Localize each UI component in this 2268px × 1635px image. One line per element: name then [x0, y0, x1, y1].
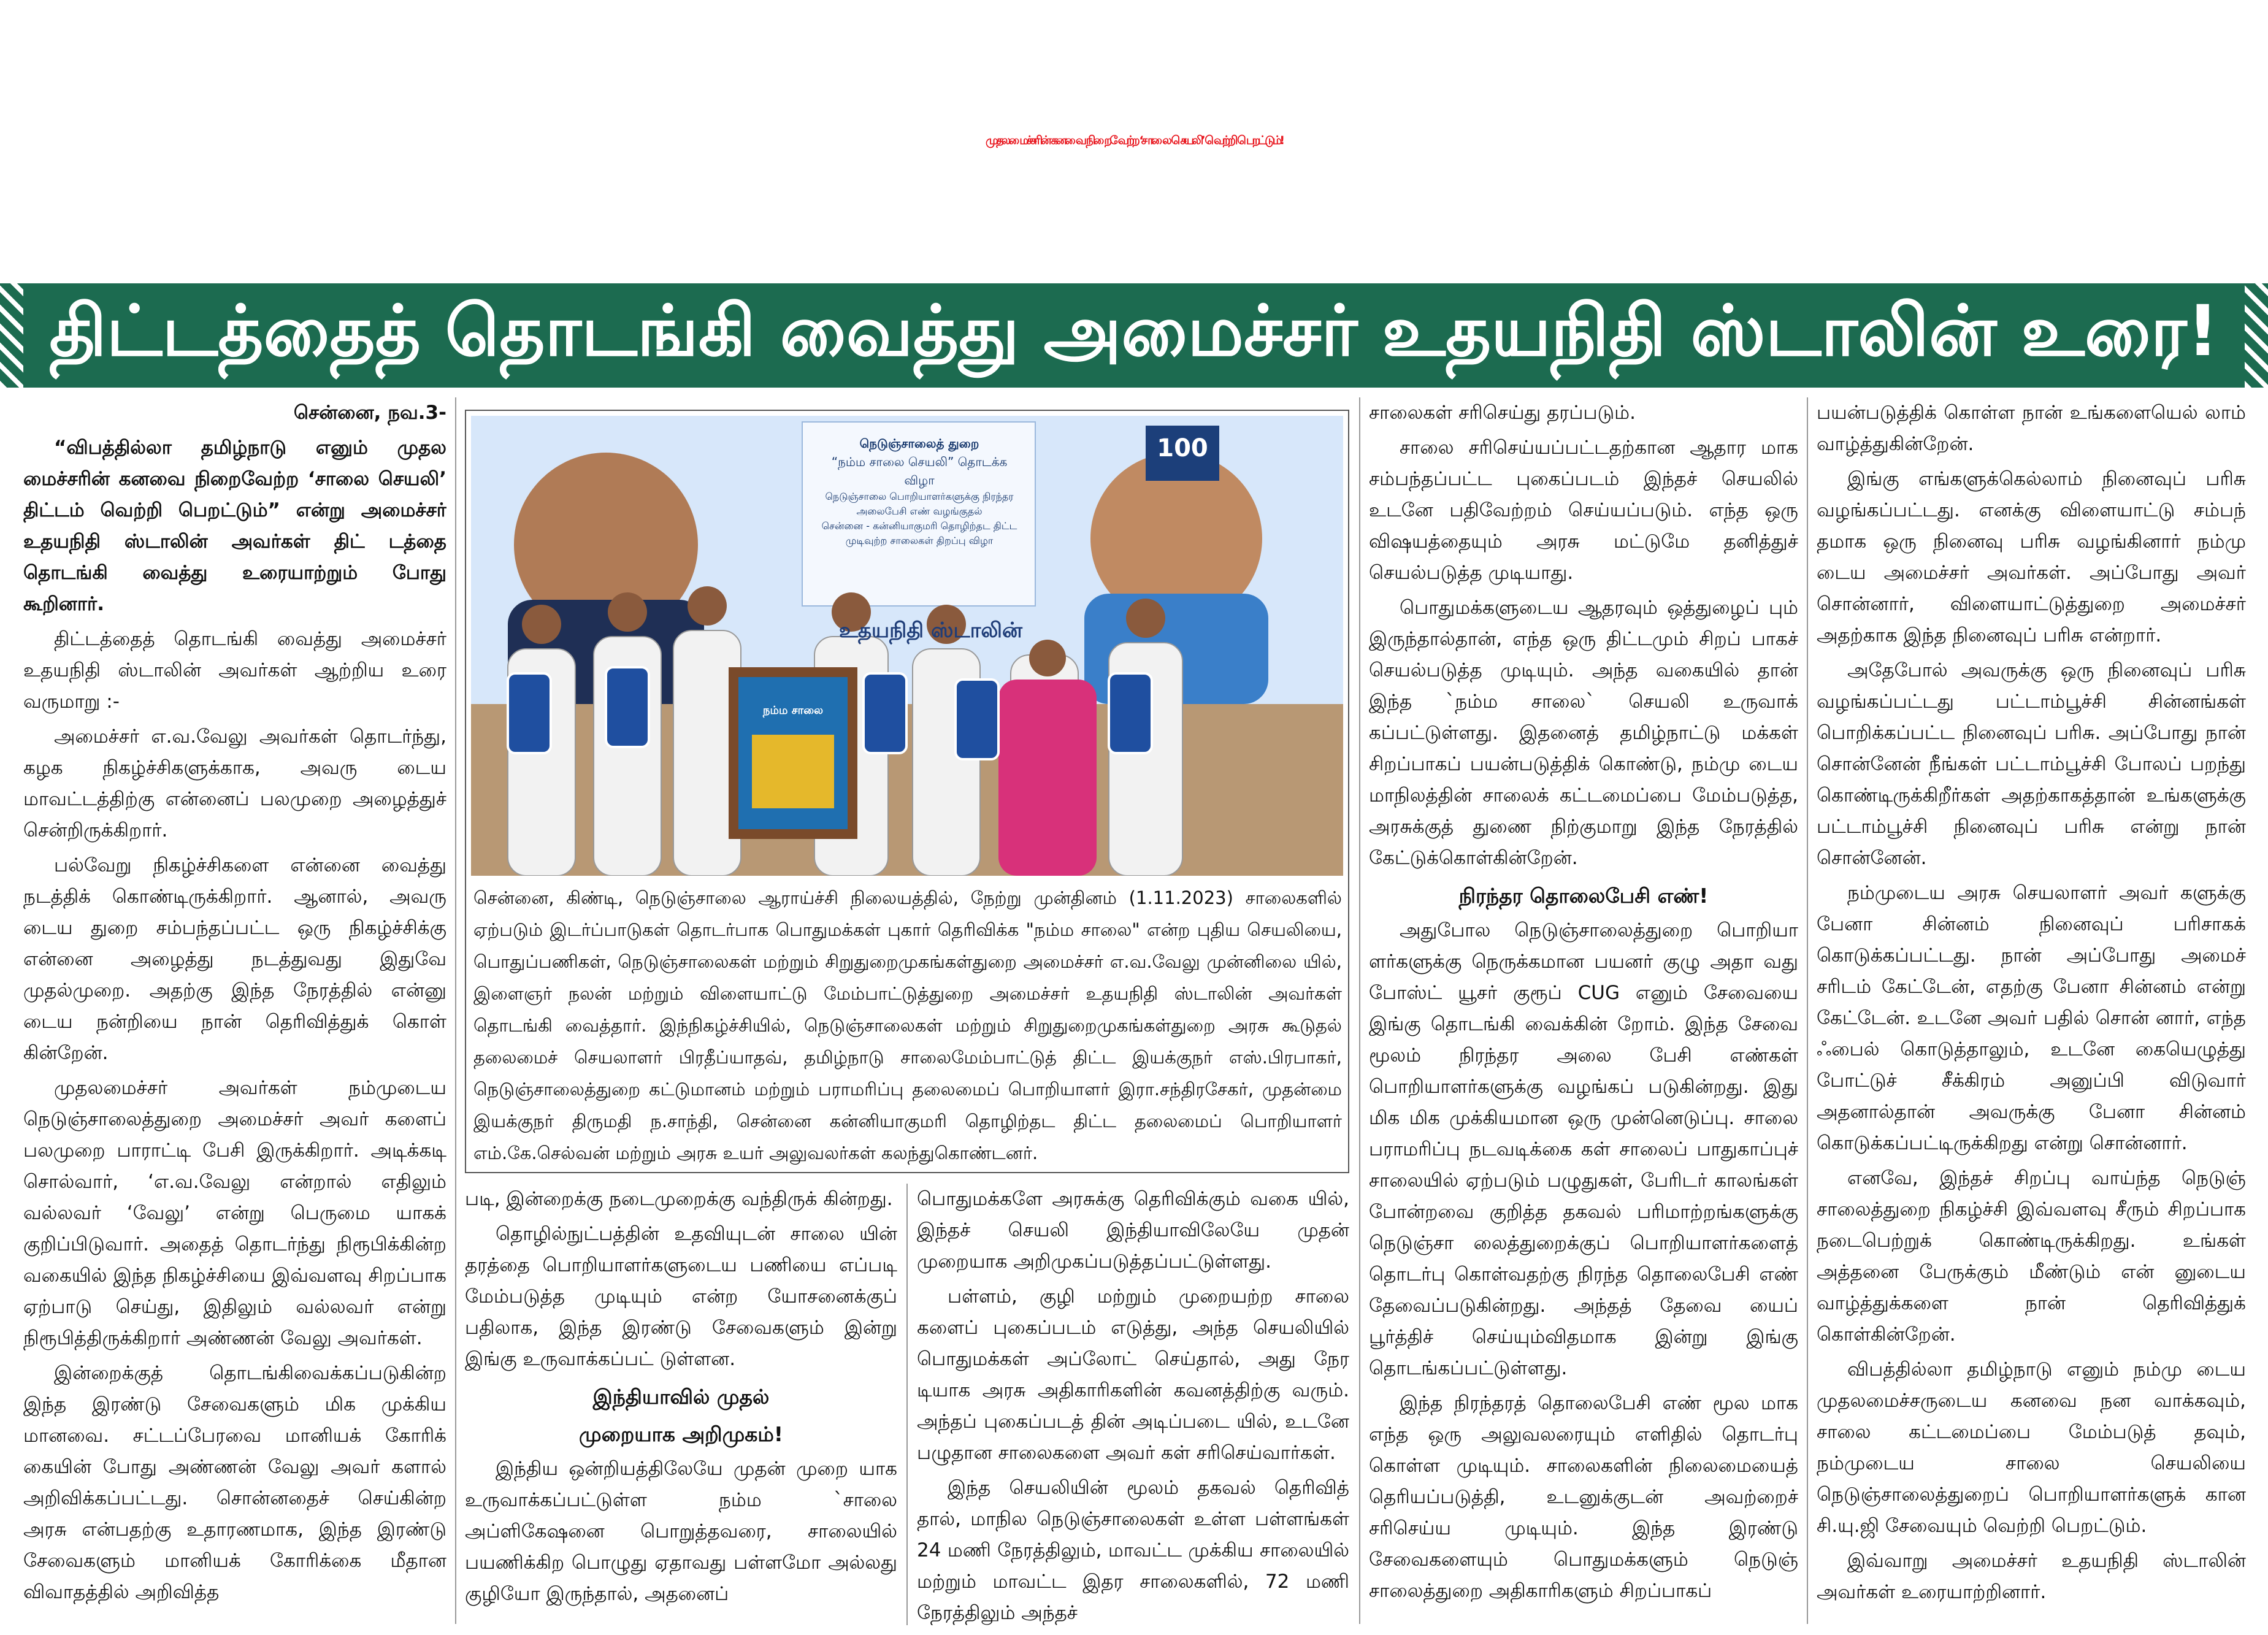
paragraph: இந்த நிரந்தரத் தொலைபேசி எண் மூல மாக எந்த ஒரு அலுவலரையும் எளிதில் தொடர்பு கொள்ள முடியும். சாலைகளின் நிலைமையைத் தெரியப்படுத்தி, உடனுக்குடன் அவற்றைச் சரிசெய்ய முடியும். இந்த இரண்டு சேவைகளையும் பொதுமக்களும் நெடுஞ் சாலைத்துறை அதிகாரிகளும் சிறப்பாகப் — [1369, 1392, 1798, 1602]
column-divider — [1359, 397, 1360, 1624]
paragraph: விபத்தில்லா தமிழ்நாடு எனும் நம்மு டைய முதலமைச்சருடைய கனவை நன வாக்கவும், சாலை கட்டமைப்பை மேம்படுத் தவும், நம்முடைய சாலை செயலியை நெடுஞ்சாலைத்துறைப் பொறியாளர்களுக் கான சி.யு.ஜி சேவையும் வெற்றி பெறட்டும். — [1817, 1358, 2246, 1537]
column-divider — [906, 1184, 908, 1625]
lead-paragraph: “விபத்தில்லா தமிழ்நாடு எனும் முதல மைச்சரின் கனவை நிறைவேற்ற ‘சாலை செயலி’ திட்டம் வெற்றி பெறட்டும்” என்று அமைச்சர் உதயநிதி ஸ்டாலின் அவர்கள் திட் டத்தை தொடங்கி வைத்து உரையாற்றும் போது கூறினார். — [23, 437, 446, 615]
paragraph: இவ்வாறு அமைச்சர் உதயநிதி ஸ்டாலின் அவர்கள் உரையாற்றினார். — [1817, 1550, 2246, 1603]
section-heading: முறையாக அறிமுகம்! — [579, 1422, 783, 1446]
paragraph: சாலை சரிசெய்யப்பட்டதற்கான ஆதார மாக சம்பந்தப்பட்ட புகைப்படம் இந்தச் செயலில் உடனே பதிவேற்றம் செய்யப்படும். எந்த ஒரு விஷயத்தையும் அரசு மட்டுமே தனித்துச் செயல்படுத்த முடியாது. — [1369, 437, 1798, 584]
paragraph: அதுபோல நெடுஞ்சாலைத்துறை பொறியா ளர்களுக்கு நெருக்கமான பயனர் குழு அதா வது போஸ்ட் யூசர் குரூப் CUG எனும் சேவையை இங்கு தொடங்கி வைக்கின் றோம். இந்த சேவை மூலம் நிரந்தர அலை பேசி எண்கள் பொறியாளர்களுக்கு வழங்கப் படுகின்றது. இது மிக மிக முக்கியமான ஒரு முன்னெடுப்பு. சாலை பராமரிப்பு நடவடிக்கை கள் சாலைப் பாதுகாப்புச் சாலையில் ஏற்படும் பழுதுகள், பேரிடர் காலங்கள் போன்றவை குறித்த தகவல் பரிமாற்றங்களுக்கு நெடுஞ்சா லைத்துறைக்குப் பொறியாளர்களைத் தொடர்பு கொள்வதற்கு நிரந்த தொலைபேசி எண் தேவைப்படுகின்றது. அந்தத் தேவை யைப் பூர்த்திச் செய்யும்விதமாக இன்று இங்கு தொடங்கப்பட்டுள்ளது. — [1369, 919, 1798, 1379]
column-divider — [1807, 397, 1808, 1624]
paragraph: பொதுமக்களே அரசுக்கு தெரிவிக்கும் வகை யில், இந்தச் செயலி இந்தியாவிலேயே முதன் முறையாக அறிமுகப்படுத்தப்பட்டுள்ளது. — [917, 1188, 1349, 1273]
headline: முதலமைச்சரின் கனவை நிறைவேற்ற ‘சாலை செயலி’ வெற்றி பெறட்டும்! — [986, 133, 1282, 147]
photo-block — [465, 410, 1349, 1173]
column-1 — [23, 397, 446, 1624]
paragraph: பள்ளம், குழி மற்றும் முறையற்ற சாலை களைப் புகைப்படம் எடுத்து, அந்த செயலியில் பொதுமக்கள் அப்லோட் செய்தால், அது நேர டியாக அரசு அதிகாரிகளின் கவனத்திற்கு வரும். அந்தப் புகைப்படத் தின் அடிப்படை யில், உடனே பழுதான சாலைகளை அவர் கள் சரிசெய்வார்கள். — [917, 1285, 1349, 1464]
paragraph: பயன்படுத்திக் கொள்ள நான் உங்களையெல் லாம் வாழ்த்துகின்றேன். — [1817, 402, 2246, 455]
column-2 — [465, 1184, 897, 1625]
paragraph: திட்டத்தைத் தொடங்கி வைத்து அமைச்சர் உதயநிதி ஸ்டாலின் அவர்கள் ஆற்றிய உரை வருமாறு :- — [23, 628, 446, 713]
column-4 — [1369, 397, 1798, 1624]
column-5 — [1817, 397, 2246, 1624]
paragraph: நம்முடைய அரசு செயலாளர் அவர் களுக்கு பேனா சின்னம் நினைவுப் பரிசாகக் கொடுக்கப்பட்டது. நான் அப்போது அமைச் சரிடம் கேட்டேன், எதற்கு பேனா சின்னம் என்று கேட்டேன். உடனே அவர் பதில் சொன் னார், எந்த ஃபைல் கொடுத்தாலும், உடனே கையெழுத்து போட்டுச் சீக்கிரம் அனுப்பி விடுவார் அதனால்தான் அவருக்கு பேனா சின்னம் கொடுக்கப்பட்டிருக்கிறது என்று சொன்னார். — [1817, 882, 2246, 1154]
paragraph: பொதுமக்களுடைய ஆதரவும் ஒத்துழைப் பும் இருந்தால்தான், எந்த ஒரு திட்டமும் சிறப் பாகச் செயல்படுத்த முடியும். அந்த வகையில் தான் இந்த `நம்ம சாலை` செயலி உருவாக் கப்பட்டுள்ளது. இதனைத் தமிழ்நாட்டு மக்கள் சிறப்பாகப் பயன்படுத்திக் கொண்டு, நம்மு டைய மாநிலத்தின் சாலைக் கட்டமைப்பை மேம்படுத்த, அரசுக்குத் துணை நிற்குமாறு இந்த நேரத்தில் கேட்டுக்கொள்கின்றேன். — [1369, 597, 1798, 869]
paragraph: தொழில்நுட்பத்தின் உதவியுடன் சாலை யின் தரத்தை பொறியாளர்களுடைய பணியை எப்படி மேம்படுத்த முடியும் என்ற யோசனைக்குப் பதிலாக, இந்த இரண்டு சேவைகளும் இன்று இங்கு உருவாக்கப்பட் டுள்ளன. — [465, 1223, 897, 1370]
paragraph: சாலைகள் சரிசெய்து தரப்படும். — [1369, 402, 1636, 424]
paragraph: முதலமைச்சர் அவர்கள் நம்முடைய நெடுஞ்சாலைத்துறை அமைச்சர் அவர் களைப் பலமுறை பாராட்டி பேசி இருக்கிறார். அடிக்கடி சொல்வார், ‘எ.வ.வேலு என்றால் எதிலும் வல்லவர் ‘வேலு’ என்று பெருமை யாகக் குறிப்பிடுவார். அதைத் தொடர்ந்து நிரூபிக்கின்ற வகையில் இந்த நிகழ்ச்சியை இவ்வளவு சிறப்பாக ஏற்பாடு செய்து, இதிலும் வல்லவர் என்று நிரூபித்திருக்கிறார் அண்ணன் வேலு அவர்கள். — [23, 1077, 446, 1349]
poster-title: நம்ம சாலை — [762, 704, 824, 717]
subheadline-band — [0, 283, 2268, 388]
subheadline: திட்டத்தைத் தொடங்கி வைத்து அமைச்சர் உதயநிதி ஸ்டாலின் உரை! — [49, 289, 2219, 372]
banner-name: உதயநிதி ஸ்டாலின் — [839, 618, 1022, 643]
section-heading: இந்தியாவில் முதல் — [592, 1385, 770, 1409]
paragraph: படி, இன்றைக்கு நடைமுறைக்கு வந்திருக் கின்றது. — [465, 1188, 893, 1210]
banner-line2: நெடுஞ்சாலை பொறியாளர்களுக்கு நிரந்தர அலைபேசி எண் வழங்குதல் — [825, 491, 1014, 517]
column-3 — [917, 1184, 1349, 1625]
banner-line3: சென்னை - கன்னியாகுமரி தொழிற்தட திட்ட முடிவுற்ற சாலைகள் திறப்பு விழா — [821, 520, 1017, 546]
column-divider — [455, 397, 456, 1624]
event-photo — [471, 416, 1343, 876]
dateline: சென்னை, நவ.3- — [293, 402, 446, 424]
paragraph: இந்த செயலியின் மூலம் தகவல் தெரிவித் தால், மாநில நெடுஞ்சாலைகள் உள்ள பள்ளங்கள் 24 மணி நேரத்திலும், மாவட்ட முக்கிய சாலையில் மற்றும் மாவட்ட இதர சாலைகளில், 72 மணி நேரத்திலும் அந்தச் — [917, 1477, 1349, 1624]
paragraph: அதேபோல் அவருக்கு ஒரு நினைவுப் பரிசு வழங்கப்பட்டது பட்டாம்பூச்சி சின்னங்கள் பொறிக்கப்பட்ட நினைவுப் பரிசு. அப்போது நான் சொன்னேன் நீங்கள் பட்டாம்பூச்சி போலப் பறந்து கொண்டிருக்கிறீர்கள் அதற்காகத்தான் உங்களுக்கு பட்டாம்பூச்சி நினைவுப் பரிசு என்று நான் சொன்னேன். — [1817, 659, 2246, 869]
banner-event: “நம்ம சாலை செயலி” தொடக்க விழா — [831, 454, 1008, 488]
badge-100: 100 — [1157, 434, 1208, 462]
paragraph: இங்கு எங்களுக்கெல்லாம் நினைவுப் பரிசு வழங்கப்பட்டது. எனக்கு விளையாட்டு சம்பந் தமாக ஒரு நினைவு பரிசு வழங்கினார் நம்மு டைய அமைச்சர் அவர்கள். அப்போது அவர் சொன்னார், விளையாட்டுத்துறை அமைச்சர் அதற்காக இந்த நினைவுப் பரிசு என்றார். — [1817, 468, 2246, 646]
banner-dept: நெடுஞ்சாலைத் துறை — [859, 436, 979, 451]
paragraph: பல்வேறு நிகழ்ச்சிகளை என்னை வைத்து நடத்திக் கொண்டிருக்கிறார். ஆனால், அவரு டைய துறை சம்பந்தப்பட்ட ஒரு நிகழ்ச்சிக்கு என்னை அழைத்து நடத்துவது இதுவே முதல்முறை. அதற்கு இந்த நேரத்தில் என்னு டைய நன்றியை நான் தெரிவித்துக் கொள் கின்றேன். — [23, 854, 446, 1064]
photo-caption: சென்னை, கிண்டி, நெடுஞ்சாலை ஆராய்ச்சி நிலையத்தில், நேற்று முன்தினம் (1.11.2023) சாலைகளில் ஏற்படும் இடர்ப்பாடுகள் தொடர்பாக பொதுமக்கள் புகார் தெரிவிக்க "நம்ம சாலை" என்ற புதிய செயலியை, பொதுப்பணிகள், நெடுஞ்சாலைகள் மற்றும் சிறுதுறைமுகங்கள்துறை அமைச்சர் எ.வ.வேலு முன்னிலை யில், இளைஞர் நலன் மற்றும் விளையாட்டு மேம்பாட்டுத்துறை அமைச்சர் உதயநிதி ஸ்டாலின் அவர்கள் தொடங்கி வைத்தார். இந்நிகழ்ச்சியில், நெடுஞ்சாலைகள் மற்றும் சிறுதுறைமுகங்கள்துறை அரசு கூடுதல் தலைமைச் செயலாளர் பிரதீப்யாதவ், தமிழ்நாடு சாலைமேம்பாட்டுத் திட்ட இயக்குநர் எஸ்.பிரபாகர், நெடுஞ்சாலைத்துறை கட்டுமானம் மற்றும் பராமரிப்பு தலைமைப் பொறியாளர் இரா.சந்திரசேகர், முதன்மை இயக்குநர் திருமதி ந.சாந்தி, சென்னை கன்னியாகுமரி தொழிற்தட திட்ட தலைமைப் பொறியாளர் எம்.கே.செல்வன் மற்றும் அரசு உயர் அலுவலர்கள் கலந்துகொண்டனர். — [473, 887, 1342, 1163]
paragraph: இன்றைக்குத் தொடங்கிவைக்கப்படுகின்ற இந்த இரண்டு சேவைகளும் மிக முக்கிய மானவை. சட்டப்பேரவை மானியக் கோரிக் கையின் போது அண்ணன் வேலு அவர் களால் அறிவிக்கப்பட்டது. சொன்னதைச் செய்கின்ற அரசு என்பதற்கு உதாரணமாக, இந்த இரண்டு சேவைகளும் மானியக் கோரிக்கை மீதான விவாதத்தில் அறிவித்த — [23, 1362, 446, 1603]
paragraph: அமைச்சர் எ.வ.வேலு அவர்கள் தொடர்ந்து, கழக நிகழ்ச்சிகளுக்காக, அவரு டைய மாவட்டத்திற்கு என்னைப் பலமுறை அழைத்துச் சென்றிருக்கிறார். — [23, 726, 446, 841]
paragraph: இந்திய ஒன்றியத்திலேயே முதன் முறை யாக உருவாக்கப்பட்டுள்ள நம்ம `சாலை அப்ளிகேஷனை பொறுத்தவரை, சாலையில் பயணிக்கிற பொழுது ஏதாவது பள்ளமோ அல்லது குழியோ இருந்தால், அதனைப் — [465, 1458, 897, 1605]
paragraph: எனவே, இந்தச் சிறப்பு வாய்ந்த நெடுஞ் சாலைத்துறை நிகழ்ச்சி இவ்வளவு சீரும் சிறப்பாக நடைபெற்றுக் கொண்டிருக்கிறது. உங்கள் அத்தனை பேருக்கும் மீண்டும் என் னுடைய வாழ்த்துக்களை நான் தெரிவித்துக் கொள்கின்றேன். — [1817, 1167, 2246, 1346]
section-heading: நிரந்தர தொலைபேசி எண்! — [1458, 884, 1709, 908]
